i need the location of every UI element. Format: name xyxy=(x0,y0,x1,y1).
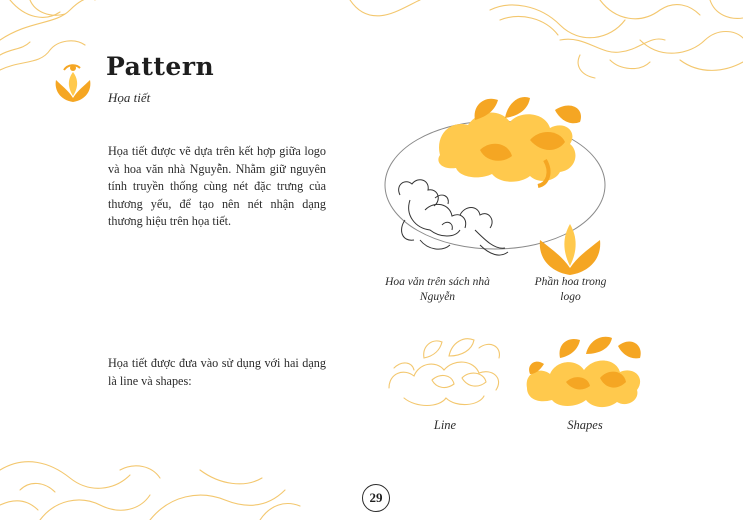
pattern-combination-figure xyxy=(380,80,630,290)
nguyen-motif-drawing xyxy=(399,180,508,255)
caption-nguyen-motif: Hoa văn trên sách nhà Nguyễn xyxy=(385,276,490,303)
pattern-shapes-version xyxy=(522,328,646,410)
lotus-logo-icon xyxy=(52,58,94,104)
page-subtitle: Họa tiết xyxy=(108,90,151,105)
logo-flower-shape xyxy=(540,224,600,275)
orange-swirl-motif xyxy=(438,97,581,186)
intro-paragraph: Họa tiết được vẽ dựa trên kết hợp giữa logo và hoa văn nhà Nguyễn. Nhằm giữ nguyên tính truyền thống cùng nét đặc trưng của thương yếu, để tạo nên nét nhận dạng thương hiệu trên họa tiết. xyxy=(108,144,326,228)
caption-logo-flower: Phần hoa trong logo xyxy=(534,276,607,303)
page-number: 29 xyxy=(362,484,390,512)
pattern-line-version xyxy=(384,328,509,410)
caption-shapes: Shapes xyxy=(567,418,603,432)
page-title: Pattern xyxy=(106,52,215,81)
usage-paragraph: Họa tiết được đưa vào sử dụng với hai dạng là line và shapes: xyxy=(108,356,326,388)
caption-line: Line xyxy=(433,418,457,432)
